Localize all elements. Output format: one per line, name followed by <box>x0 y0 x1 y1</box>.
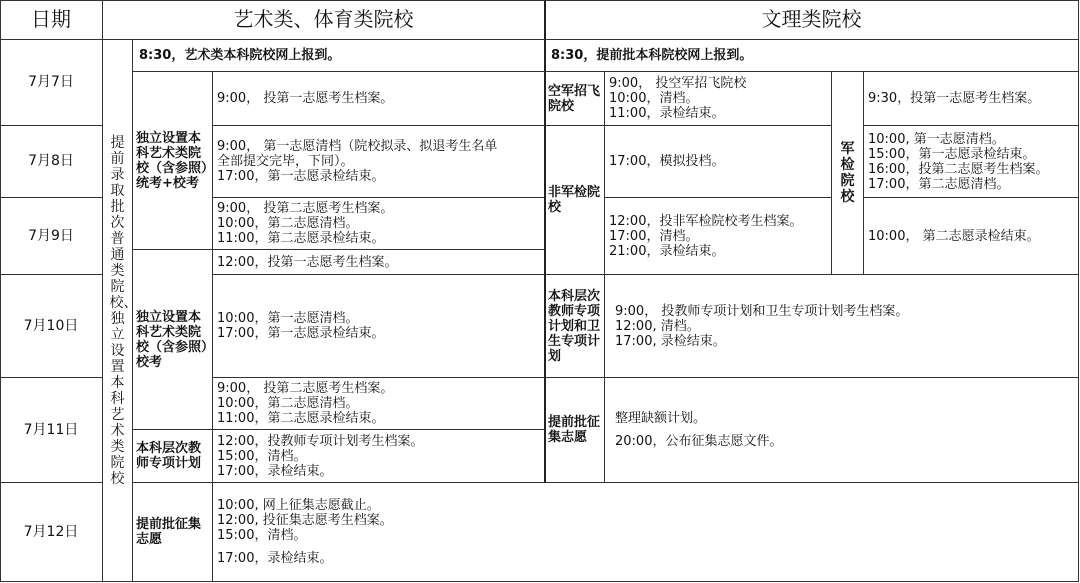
science-row: 9:00， 投教师专项计划和卫生专项计划考生档案。 12:00, 清档。 17:00, 录检结束。 <box>605 275 1079 378</box>
date-cell: 7月10日 <box>0 275 103 378</box>
date-cell: 7月9日 <box>0 198 103 275</box>
science-top-notice: 8:30，提前批本科院校网上报到。 <box>545 40 1079 72</box>
science-group-label: 提前批征集志愿 <box>545 378 605 483</box>
science-row: 17:00，模拟投档。 <box>605 126 832 198</box>
science-row: 9:30，投第一志愿考生档案。 <box>864 72 1079 126</box>
science-group-label: 非军检院校 <box>545 126 605 275</box>
science-group-label: 军检院校 <box>832 72 864 275</box>
science-row: 12:00，投非军检院校考生档案。 17:00，清档。 21:00，录检结束。 <box>605 198 832 275</box>
date-cell: 7月7日 <box>0 40 103 126</box>
art-row: 10:00, 网上征集志愿截止。 12:00, 投征集志愿考生档案。 15:00，清档。 17:00，录检结束。 <box>213 483 1079 582</box>
art-group-label: 提前批征集志愿 <box>133 483 213 582</box>
date-cell: 7月12日 <box>0 483 103 582</box>
art-row: 9:00， 投第一志愿考生档案。 <box>213 72 545 126</box>
date-cell: 7月11日 <box>0 378 103 483</box>
art-side-label: 提前录取批次普通类院校、独立设置本科艺术类院校 <box>103 40 133 582</box>
art-row: 12:00，投教师专项计划考生档案。 15:00，清档。 17:00，录检结束。 <box>213 430 545 483</box>
science-row: 10:00, 第一志愿清档。 15:00，第一志愿录检结束。 16:00，投第二志愿考生档案。 17:00，第二志愿清档。 <box>864 126 1079 198</box>
date-cell: 7月8日 <box>0 126 103 198</box>
science-row: 9:00， 投空军招飞院校 10:00，清档。 11:00，录检结束。 <box>605 72 832 126</box>
art-row: 9:00， 第一志愿清档（院校拟录、拟退考生名单 全部提交完毕，下同）。 17:00，第一志愿录检结束。 <box>213 126 545 198</box>
header-science: 文理类院校 <box>545 0 1079 40</box>
science-group-label: 本科层次教师专项计划和卫生专项计划 <box>545 275 605 378</box>
art-group-label: 独立设置本科艺术类院校（含参照）校考 <box>133 250 213 430</box>
science-row: 整理缺额计划。 20:00，公布征集志愿文件。 <box>605 378 1079 483</box>
art-row: 10:00，第一志愿清档。 17:00，第一志愿录检结束。 <box>213 275 545 378</box>
header-art: 艺术类、体育类院校 <box>103 0 545 40</box>
art-top-notice: 8:30，艺术类本科院校网上报到。 <box>133 40 545 72</box>
science-group-label: 空军招飞院校 <box>545 72 605 126</box>
science-row: 10:00， 第二志愿录检结束。 <box>864 198 1079 275</box>
header-date: 日期 <box>0 0 103 40</box>
section-divider <box>544 0 546 483</box>
art-row: 9:00， 投第二志愿考生档案。 10:00，第二志愿清档。 11:00，第二志愿录检结束。 <box>213 378 545 430</box>
art-row: 9:00， 投第二志愿考生档案。 10:00，第二志愿清档。 11:00，第二志愿录检结束。 <box>213 198 545 250</box>
art-group-label: 独立设置本科艺术类院校（含参照）统考+校考 <box>133 72 213 250</box>
art-group-label: 本科层次教师专项计划 <box>133 430 213 483</box>
art-row: 12:00，投第一志愿考生档案。 <box>213 250 545 275</box>
